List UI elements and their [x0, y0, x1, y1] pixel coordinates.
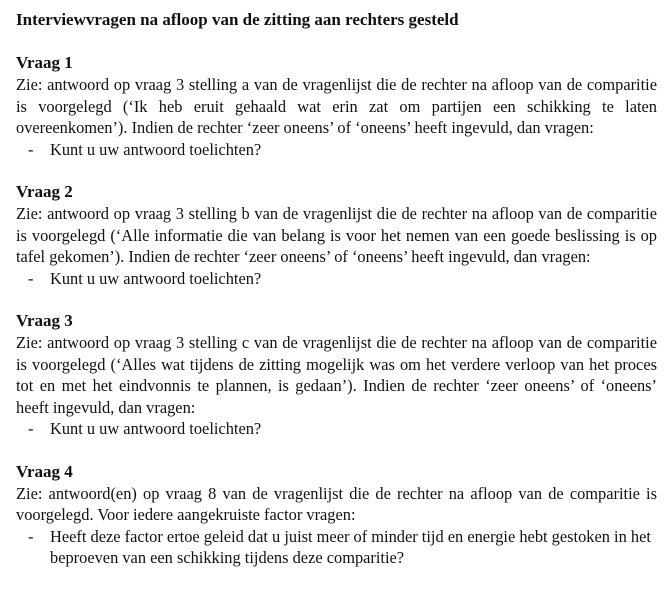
question-list [16, 139, 657, 161]
question-list [16, 418, 657, 440]
question-body: Zie: antwoord op vraag 3 stelling c van de vragenlijst die de rechter na afloop van de comparitie is voorgelegd (‘Alles wat tijdens de zitting mogelijk was om het verdere verloop van het proces tot en met het eindvonnis te plannen, is gedaan’). Indien de rechter ‘zeer oneens’ of ‘oneens’ heeft ingevuld, dan vragen: [16, 333, 657, 417]
question-2 [16, 181, 657, 289]
list-item-text: Kunt u uw antwoord toelichten? [50, 268, 262, 288]
list-item [16, 139, 657, 161]
list-item-text: Heeft deze factor ertoe geleid dat u juist meer of minder tijd en energie hebt gestoken in het beproeven van een schikking tijdens deze comparitie? [50, 526, 651, 567]
question-heading: Vraag 1 [16, 53, 73, 72]
question-list [16, 268, 657, 290]
question-body: Zie: antwoord(en) op vraag 8 van de vragenlijst die de rechter na afloop van de comparitie is voorgelegd. Voor iedere aangekruiste factor vragen: [16, 483, 657, 524]
list-item [16, 526, 657, 569]
question-body: Zie: antwoord op vraag 3 stelling b van de vragenlijst die de rechter na afloop van de comparitie is voorgelegd (‘Alle informatie die van belang is voor het nemen van een goede beslissing is op tafel gekomen’). Indien de rechter ‘zeer oneens’ of ‘oneens’ heeft ingevuld, dan vragen: [16, 204, 657, 266]
question-heading: Vraag 2 [16, 182, 73, 201]
dash-bullet: - [28, 526, 34, 546]
list-item-text: Kunt u uw antwoord toelichten? [50, 419, 262, 438]
question-3 [16, 310, 657, 440]
dash-bullet: - [28, 419, 34, 438]
question-heading: Vraag 3 [16, 311, 73, 330]
question-1 [16, 52, 657, 160]
list-item-text: Kunt u uw antwoord toelichten? [50, 139, 262, 159]
list-item [16, 418, 657, 440]
dash-bullet: - [28, 139, 34, 159]
dash-bullet: - [28, 268, 34, 288]
list-item [16, 268, 657, 290]
question-body: Zie: antwoord op vraag 3 stelling a van de vragenlijst die de rechter na afloop van de comparitie is voorgelegd (‘Ik heb eruit gehaald wat erin zat om partijen een schikking te laten overeenkomen’). Indien de rechter ‘zeer oneens’ of ‘oneens’ heeft ingevuld, dan vragen: [16, 75, 657, 137]
question-heading: Vraag 4 [16, 461, 73, 481]
document-title: Interviewvragen na afloop van de zitting aan rechters gesteld [16, 10, 459, 29]
question-list [16, 526, 657, 569]
question-4 [16, 461, 657, 569]
